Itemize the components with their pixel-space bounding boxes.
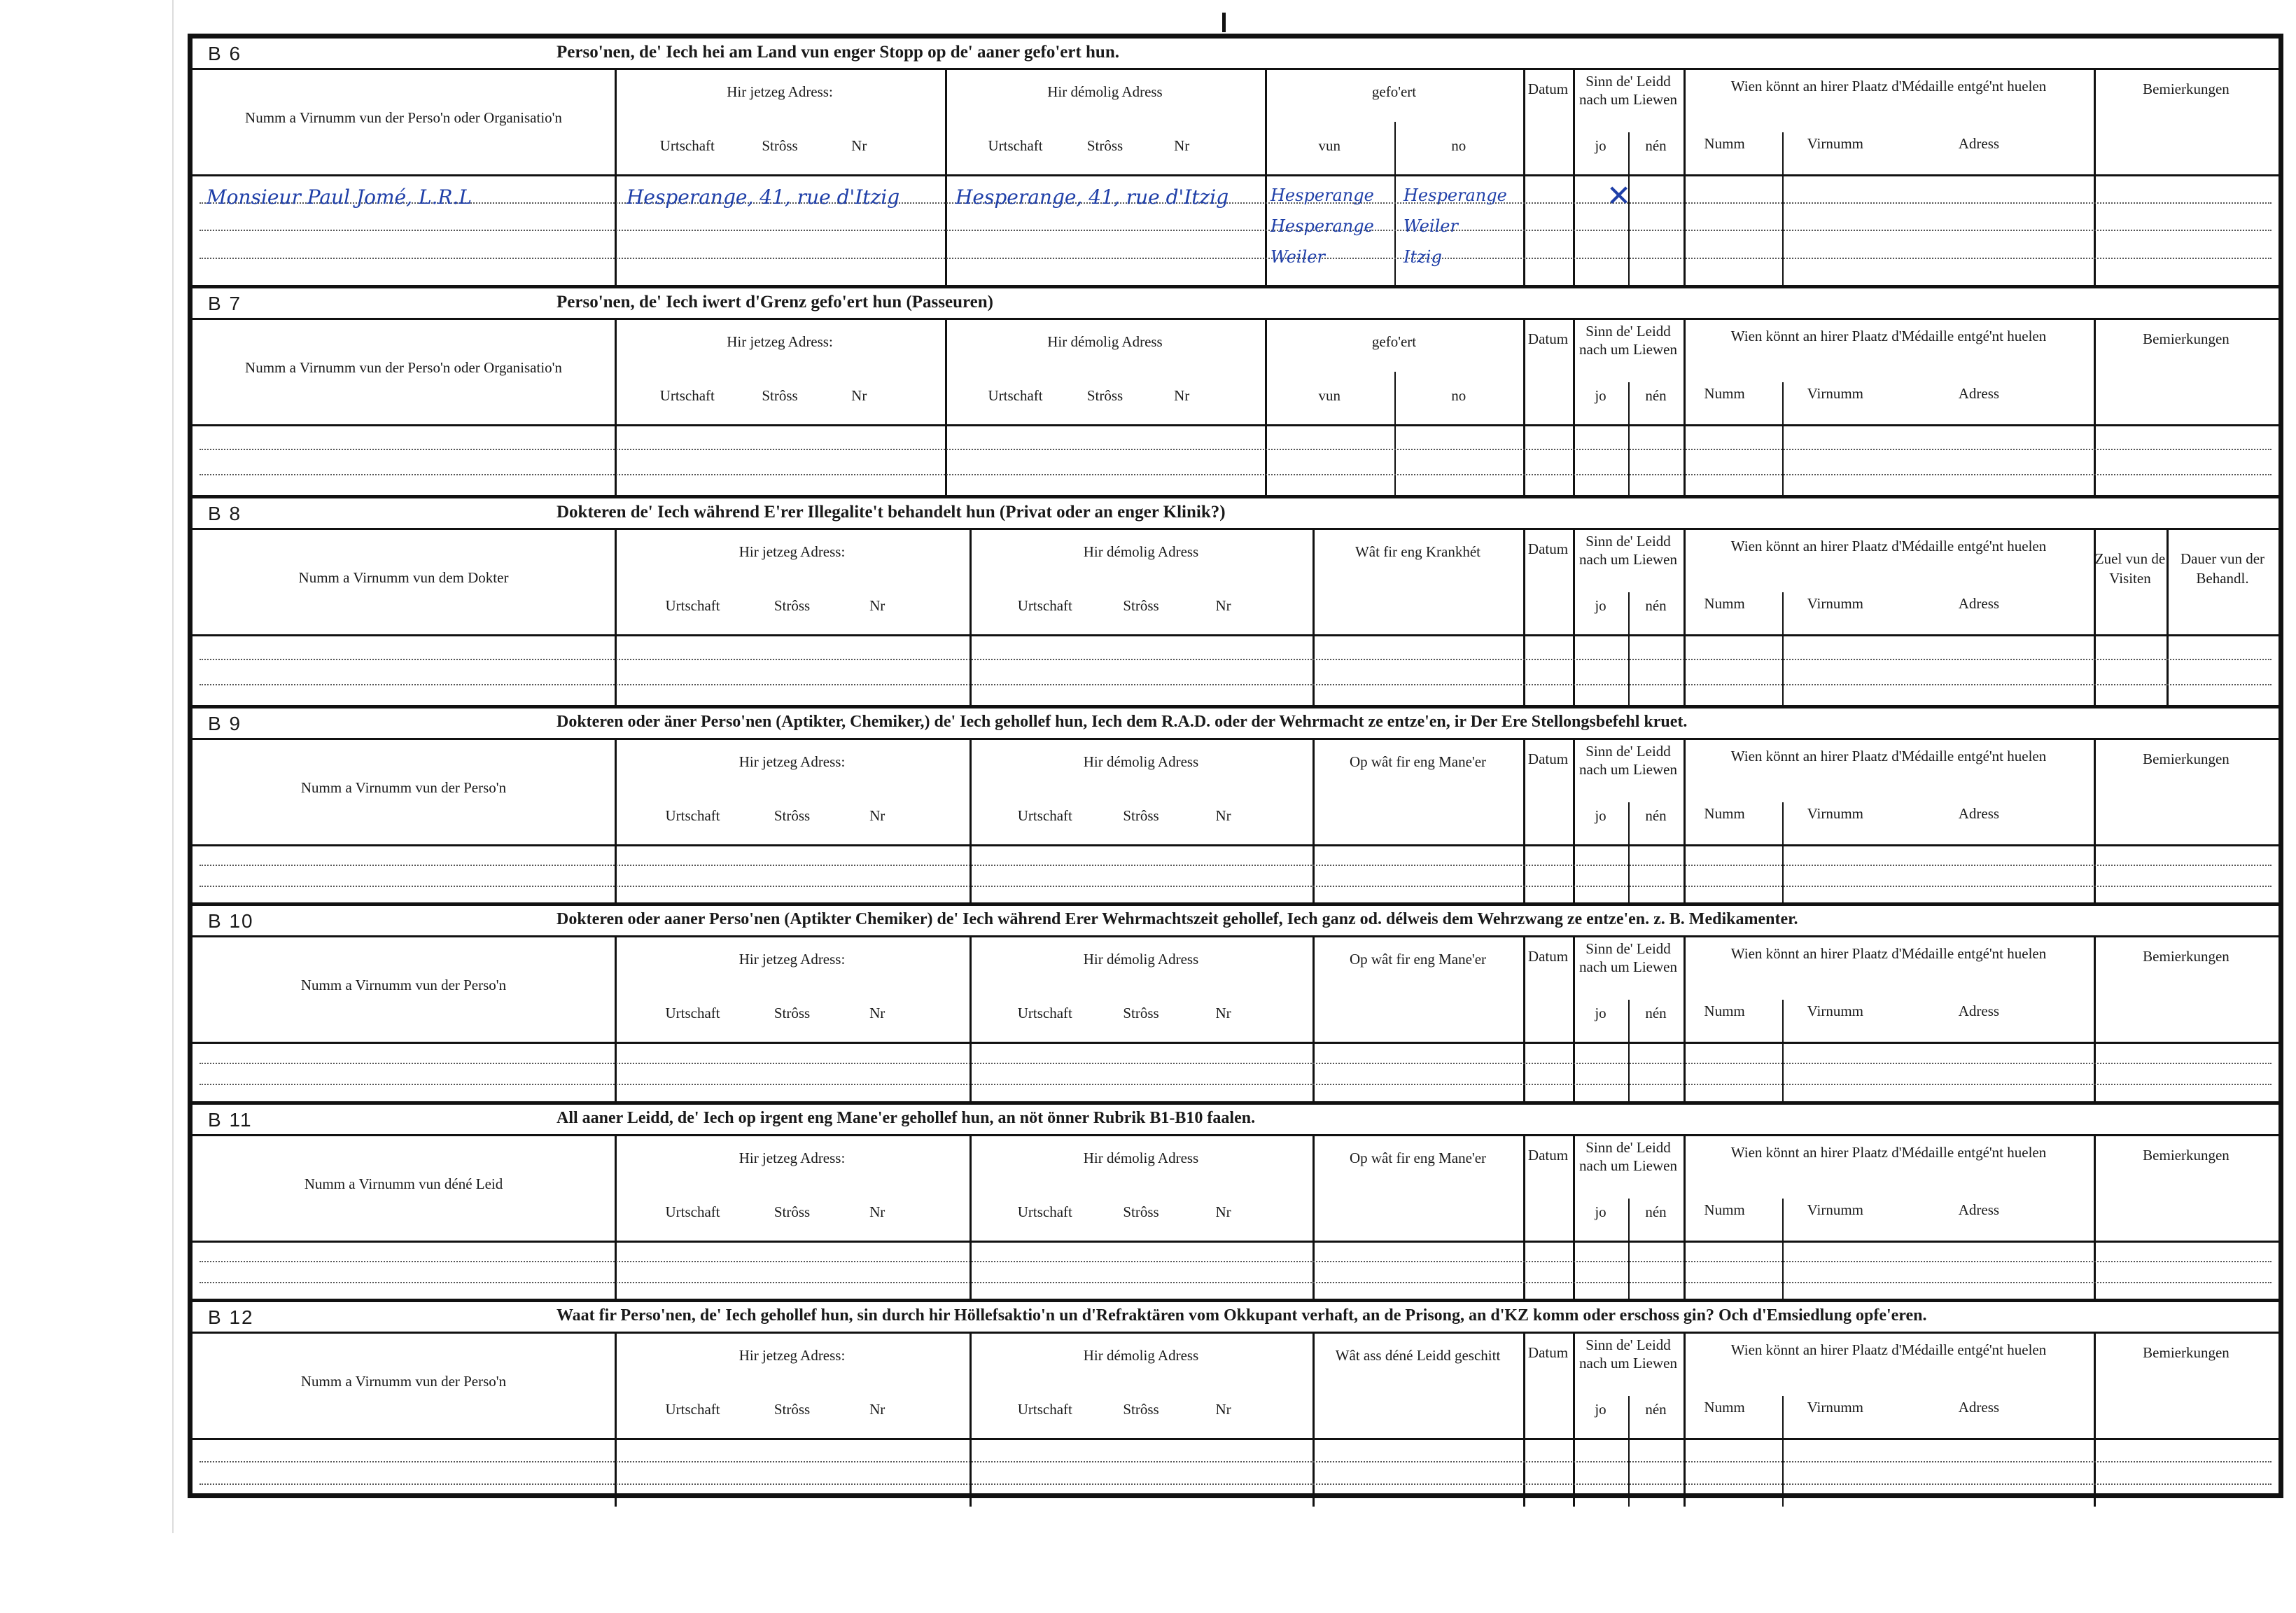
header-divider [192, 424, 2278, 426]
driven-header: gefo'ert [1371, 333, 1417, 350]
medal-recipient-adress-label: Adress [1958, 385, 2000, 402]
handwritten-driven-to: Hesperange [1404, 186, 1507, 205]
column-divider-wien [1684, 319, 1686, 498]
driven-split-divider [1394, 122, 1396, 285]
medal-recipient-virnumm-label: Virnumm [1807, 805, 1864, 822]
entry-line[interactable] [200, 202, 2272, 204]
column-divider-datum [1523, 69, 1525, 285]
former-address-stross-label: Strôss [1123, 1401, 1159, 1418]
entry-line[interactable] [200, 1261, 2272, 1262]
medal-recipient-numm-label: Numm [1704, 1003, 1745, 1019]
meaning-header: Sinn de' Leidd nach um Liewen [1579, 323, 1677, 358]
medal-recipient-header: Wien könnt an hirer Plaatz d'Médaille entgé'nt huelen [1730, 945, 2047, 962]
date-header: Datum [1527, 750, 1569, 767]
medal-recipient-virnumm-label: Virnumm [1807, 135, 1864, 152]
questionnaire-form [188, 34, 2283, 1498]
former-address-urtschaft-label: Urtschaft [1017, 1401, 1072, 1418]
former-address-nr-label: Nr [1174, 387, 1190, 404]
meaning-no-label: nén [1645, 1005, 1667, 1021]
entry-line[interactable] [200, 1461, 2272, 1462]
medal-recipient-adress-label: Adress [1958, 135, 2000, 152]
date-header: Datum [1527, 330, 1569, 347]
medal-recipient-split [1782, 802, 1784, 906]
driven-from-label: vun [1318, 137, 1340, 154]
former-address-stross-label: Strôss [1123, 1203, 1159, 1220]
current-address-urtschaft-label: Urtschaft [665, 1203, 720, 1220]
former-address-nr-label: Nr [1215, 1005, 1231, 1021]
header-divider [192, 844, 2278, 846]
section-title: Perso'nen, de' Iech hei am Land vun enger Stopp op de' aaner gefo'ert hun. [556, 43, 1119, 62]
section-title: Perso'nen, de' Iech iwert d'Grenz gefo'ert hun (Passeuren) [556, 293, 993, 312]
medal-recipient-split [1782, 132, 1784, 285]
medal-recipient-numm-label: Numm [1704, 805, 1745, 822]
current-address-stross-label: Strôss [774, 1401, 811, 1418]
entry-line[interactable] [200, 1063, 2272, 1064]
medal-recipient-header: Wien könnt an hirer Plaatz d'Médaille entgé'nt huelen [1730, 78, 2047, 95]
driven-to-label: no [1451, 387, 1466, 404]
header-divider [192, 1438, 2278, 1440]
current-address-stross-label: Strôss [774, 1005, 811, 1021]
section-code: B 9 [208, 713, 242, 734]
medal-recipient-header: Wien könnt an hirer Plaatz d'Médaille entgé'nt huelen [1730, 1144, 2047, 1161]
medal-recipient-virnumm-label: Virnumm [1807, 1003, 1864, 1019]
date-header: Datum [1527, 948, 1569, 965]
entry-line[interactable] [200, 1084, 2272, 1085]
manner-header: Wât ass déné Leidd geschitt [1335, 1347, 1501, 1364]
section-b9 [192, 705, 2278, 902]
handwritten-current-address: Hesperange, 41, rue d'Itzig [626, 186, 900, 209]
current-address-nr-label: Nr [869, 597, 886, 614]
medal-recipient-header: Wien könnt an hirer Plaatz d'Médaille entgé'nt huelen [1730, 748, 2047, 764]
column-divider-sinn [1573, 69, 1575, 285]
current-address-urtschaft-label: Urtschaft [665, 1401, 720, 1418]
column-divider-wien [1684, 937, 1686, 1105]
medal-recipient-virnumm-label: Virnumm [1807, 595, 1864, 612]
date-header: Datum [1527, 540, 1569, 557]
medal-recipient-header: Wien könnt an hirer Plaatz d'Médaille entgé'nt huelen [1730, 538, 2047, 554]
section-header [192, 1105, 2278, 1136]
header-divider [192, 1241, 2278, 1243]
meaning-no-label: nén [1645, 1203, 1667, 1220]
remarks-header: Bemierkungen [2143, 1147, 2230, 1164]
meaning-split-divider [1628, 382, 1630, 498]
driven-from-label: vun [1318, 387, 1340, 404]
section-title: Dokteren oder aaner Perso'nen (Aptikter Chemiker) de' Iech während Erer Wehrmachtszeit gehollef, Iech ganz od. délweis dem Wehrzwang ze entze'en. z. B. Medikamenter. [556, 910, 1798, 928]
remarks-header: Bemierkungen [2143, 81, 2230, 97]
section-b12 [192, 1299, 2278, 1503]
section-b6 [192, 39, 2278, 285]
meaning-yes-label: jo [1595, 1203, 1606, 1220]
medal-recipient-virnumm-label: Virnumm [1807, 1399, 1864, 1416]
current-address-urtschaft-label: Urtschaft [665, 1005, 720, 1021]
current-address-nr-label: Nr [869, 1005, 886, 1021]
medal-recipient-numm-label: Numm [1704, 595, 1745, 612]
meaning-yes-label: jo [1595, 1005, 1606, 1021]
medal-recipient-numm-label: Numm [1704, 1201, 1745, 1218]
meaning-no-label: nén [1645, 807, 1667, 824]
column-divider-cur [615, 69, 617, 285]
medal-recipient-adress-label: Adress [1958, 595, 2000, 612]
entry-line[interactable] [200, 230, 2272, 231]
current-address-urtschaft-label: Urtschaft [665, 807, 720, 824]
column-divider-mid [1265, 69, 1267, 285]
meaning-split-divider [1628, 1000, 1630, 1105]
medal-recipient-adress-label: Adress [1958, 1201, 2000, 1218]
former-address-urtschaft-label: Urtschaft [988, 387, 1043, 404]
current-address-stross-label: Strôss [762, 387, 798, 404]
meaning-no-label: nén [1645, 597, 1667, 614]
entry-line[interactable] [200, 474, 2272, 475]
section-b11 [192, 1101, 2278, 1299]
entry-line[interactable] [200, 684, 2272, 685]
medal-recipient-virnumm-label: Virnumm [1807, 1201, 1864, 1218]
former-address-stross-label: Strôss [1123, 807, 1159, 824]
medal-recipient-split [1782, 1000, 1784, 1105]
section-header [192, 498, 2278, 530]
section-title: All aaner Leidd, de' Iech op irgent eng Mane'er gehollef hun, an nöt önner Rubrik B1-B10 faalen. [556, 1109, 1256, 1127]
handwritten-driven-from: Hesperange [1270, 186, 1374, 205]
entry-line[interactable] [200, 865, 2272, 866]
former-address-nr-label: Nr [1174, 137, 1190, 154]
column-divider-wien [1684, 69, 1686, 285]
entry-line[interactable] [200, 258, 2272, 259]
current-address-stross-label: Strôss [774, 807, 811, 824]
meaning-header: Sinn de' Leidd nach um Liewen [1579, 533, 1677, 568]
meaning-header: Sinn de' Leidd nach um Liewen [1579, 73, 1677, 108]
former-address-header: Hir démolig Adress [1083, 951, 1199, 968]
header-divider [192, 634, 2278, 636]
manner-header: Op wât fir eng Mane'er [1349, 753, 1487, 770]
meaning-header: Sinn de' Leidd nach um Liewen [1579, 1336, 1677, 1371]
former-address-header: Hir démolig Adress [1083, 1150, 1199, 1166]
remarks-header: Bemierkungen [2143, 948, 2230, 965]
handwritten-name: Monsieur Paul Jomé, L.R.L [206, 186, 472, 209]
handwritten-yes-cross: ✕ [1606, 179, 1632, 213]
entry-line[interactable] [200, 659, 2272, 660]
handwritten-driven-from: Hesperange [1270, 216, 1374, 236]
header-divider [192, 1042, 2278, 1044]
section-code: B 10 [208, 910, 254, 932]
meaning-yes-label: jo [1595, 137, 1606, 154]
current-address-header: Hir jetzeg Adress: [738, 753, 846, 770]
current-address-header: Hir jetzeg Adress: [727, 83, 833, 100]
column-divider-sinn [1573, 1333, 1575, 1507]
former-address-stross-label: Strôss [1086, 137, 1124, 154]
name-column-header: Numm a Virnumm vun der Perso'n [300, 779, 507, 796]
section-header [192, 39, 2278, 70]
current-address-nr-label: Nr [851, 387, 867, 404]
meaning-yes-label: jo [1595, 597, 1606, 614]
meaning-split-divider [1628, 1396, 1630, 1507]
section-code: B 6 [208, 43, 242, 64]
current-address-stross-label: Strôss [762, 137, 798, 154]
former-address-stross-label: Strôss [1086, 387, 1124, 404]
meaning-yes-label: jo [1595, 1401, 1606, 1418]
section-header [192, 288, 2278, 320]
current-address-stross-label: Strôss [774, 1203, 811, 1220]
meaning-header: Sinn de' Leidd nach um Liewen [1579, 1139, 1677, 1174]
date-header: Datum [1527, 81, 1569, 97]
medal-recipient-adress-label: Adress [1958, 1399, 2000, 1416]
former-address-header: Hir démolig Adress [1083, 1347, 1199, 1364]
name-column-header: Numm a Virnumm vun der Perso'n oder Organisatio'n [245, 109, 562, 126]
former-address-urtschaft-label: Urtschaft [988, 137, 1043, 154]
entry-line[interactable] [200, 1483, 2272, 1485]
meaning-yes-label: jo [1595, 387, 1606, 404]
former-address-urtschaft-label: Urtschaft [1017, 597, 1072, 614]
section-title: Dokteren oder äner Perso'nen (Aptikter, Chemiker,) de' Iech gehollef hun, Iech dem R.A.D. oder der Wehrmacht ze entze'en, ir Der Ere Stellongsbefehl kruet. [556, 713, 1688, 731]
medal-recipient-header: Wien könnt an hirer Plaatz d'Médaille entgé'nt huelen [1730, 1341, 2047, 1358]
column-divider-sinn [1573, 319, 1575, 498]
current-address-header: Hir jetzeg Adress: [738, 1150, 846, 1166]
column-divider-wien [1684, 1333, 1686, 1507]
meaning-split-divider [1628, 592, 1630, 708]
former-address-header: Hir démolig Adress [1083, 753, 1199, 770]
entry-line[interactable] [200, 1282, 2272, 1283]
former-address-header: Hir démolig Adress [1047, 333, 1163, 350]
former-address-nr-label: Nr [1215, 1203, 1231, 1220]
name-column-header: Numm a Virnumm vun déné Leid [304, 1175, 503, 1192]
former-address-nr-label: Nr [1215, 1401, 1231, 1418]
current-address-stross-label: Strôss [774, 597, 811, 614]
meaning-split-divider [1628, 802, 1630, 906]
meaning-no-label: nén [1645, 1401, 1667, 1418]
column-divider-wien [1684, 529, 1686, 708]
header-divider [192, 174, 2278, 176]
section-b8 [192, 495, 2278, 705]
manner-header: Op wât fir eng Mane'er [1349, 951, 1487, 968]
current-address-header: Hir jetzeg Adress: [727, 333, 833, 350]
name-column-header: Numm a Virnumm vun der Perso'n [300, 1373, 507, 1390]
current-address-header: Hir jetzeg Adress: [738, 951, 846, 968]
current-address-nr-label: Nr [869, 1203, 886, 1220]
current-address-nr-label: Nr [869, 1401, 886, 1418]
visits-header: Zuel vun de Visiten [2094, 550, 2166, 587]
column-divider-dur [2166, 529, 2169, 708]
name-column-header: Numm a Virnumm vun der Perso'n oder Organisatio'n [245, 359, 562, 376]
medal-recipient-header: Wien könnt an hirer Plaatz d'Médaille entgé'nt huelen [1730, 328, 2047, 344]
section-code: B 12 [208, 1306, 254, 1328]
medal-recipient-adress-label: Adress [1958, 1003, 2000, 1019]
column-divider-old [945, 69, 947, 285]
medal-recipient-adress-label: Adress [1958, 805, 2000, 822]
handwritten-driven-to: Itzig [1404, 247, 1442, 267]
driven-to-label: no [1451, 137, 1466, 154]
driven-split-divider [1394, 372, 1396, 498]
date-header: Datum [1527, 1147, 1569, 1164]
name-column-header: Numm a Virnumm vun dem Dokter [298, 569, 509, 586]
section-title: Dokteren de' Iech während E'rer Illegalite't behandelt hun (Privat oder an enger Klinik?) [556, 503, 1226, 522]
manner-header: Wât fir eng Krankhét [1354, 543, 1480, 560]
section-code: B 11 [208, 1109, 253, 1131]
name-column-header: Numm a Virnumm vun der Perso'n [300, 977, 507, 993]
current-address-nr-label: Nr [851, 137, 867, 154]
entry-line[interactable] [200, 449, 2272, 450]
entry-line[interactable] [200, 886, 2272, 887]
medal-recipient-split [1782, 382, 1784, 498]
column-divider-bem [2094, 69, 2096, 285]
meaning-no-label: nén [1645, 137, 1667, 154]
medal-recipient-numm-label: Numm [1704, 135, 1745, 152]
meaning-header: Sinn de' Leidd nach um Liewen [1579, 743, 1677, 778]
former-address-nr-label: Nr [1215, 807, 1231, 824]
section-b7 [192, 285, 2278, 495]
current-address-urtschaft-label: Urtschaft [665, 597, 720, 614]
section-b10 [192, 902, 2278, 1101]
manner-header: Op wât fir eng Mane'er [1349, 1150, 1487, 1166]
medal-recipient-split [1782, 1396, 1784, 1507]
medal-recipient-split [1782, 592, 1784, 708]
section-code: B 7 [208, 293, 242, 314]
meaning-no-label: nén [1645, 387, 1667, 404]
scan-page-edge [172, 0, 174, 1533]
current-address-header: Hir jetzeg Adress: [738, 1347, 846, 1364]
former-address-nr-label: Nr [1215, 597, 1231, 614]
meaning-yes-label: jo [1595, 807, 1606, 824]
medal-recipient-numm-label: Numm [1704, 1399, 1745, 1416]
current-address-nr-label: Nr [869, 807, 886, 824]
section-header [192, 1302, 2278, 1334]
medal-recipient-virnumm-label: Virnumm [1807, 385, 1864, 402]
section-title: Waat fir Perso'nen, de' Iech gehollef hun, sin durch hir Höllefsaktio'n un d'Refraktären vom Okkupant verhaft, an de Prisong, an d'KZ komm oder erschoss gin? Och d'Emsiedlung opfe'eren. [556, 1306, 1927, 1325]
treatment-duration-header: Dauer vun der Behandl. [2180, 550, 2265, 587]
remarks-header: Bemierkungen [2143, 750, 2230, 767]
handwritten-driven-to: Weiler [1404, 216, 1458, 236]
driven-header: gefo'ert [1371, 83, 1417, 100]
fold-tick-mark [1222, 13, 1226, 32]
remarks-header: Bemierkungen [2143, 330, 2230, 347]
date-header: Datum [1527, 1344, 1569, 1361]
former-address-urtschaft-label: Urtschaft [1017, 807, 1072, 824]
former-address-stross-label: Strôss [1123, 597, 1159, 614]
meaning-split-divider [1628, 1199, 1630, 1302]
remarks-header: Bemierkungen [2143, 1344, 2230, 1361]
former-address-stross-label: Strôss [1123, 1005, 1159, 1021]
former-address-urtschaft-label: Urtschaft [1017, 1005, 1072, 1021]
medal-recipient-split [1782, 1199, 1784, 1302]
former-address-header: Hir démolig Adress [1083, 543, 1199, 560]
current-address-urtschaft-label: Urtschaft [659, 137, 715, 154]
section-header [192, 708, 2278, 740]
former-address-header: Hir démolig Adress [1047, 83, 1163, 100]
section-code: B 8 [208, 503, 242, 524]
section-header [192, 906, 2278, 937]
current-address-header: Hir jetzeg Adress: [738, 543, 846, 560]
handwritten-former-address: Hesperange, 41, rue d'Itzig [955, 186, 1229, 209]
column-divider-sinn [1573, 529, 1575, 708]
medal-recipient-numm-label: Numm [1704, 385, 1745, 402]
handwritten-driven-from: Weiler [1270, 247, 1325, 267]
former-address-urtschaft-label: Urtschaft [1017, 1203, 1072, 1220]
meaning-header: Sinn de' Leidd nach um Liewen [1579, 940, 1677, 975]
current-address-urtschaft-label: Urtschaft [659, 387, 715, 404]
